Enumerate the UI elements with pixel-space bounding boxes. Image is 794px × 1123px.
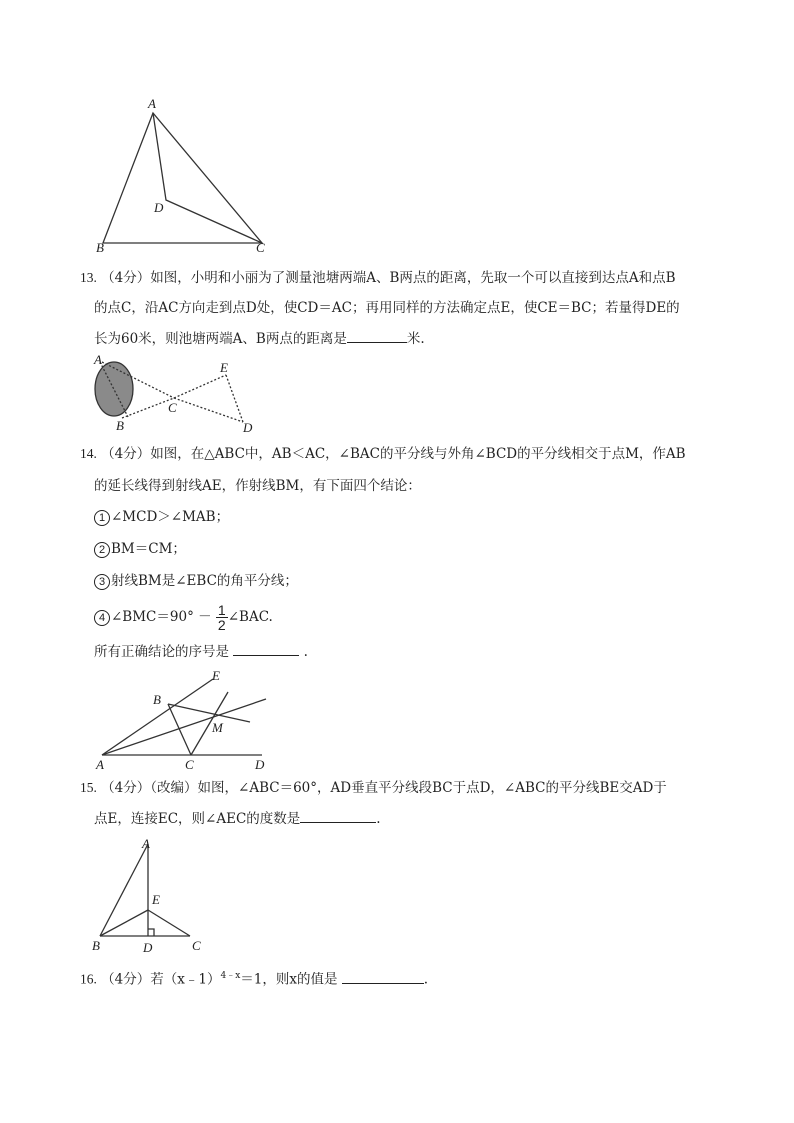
fraction-numerator: 1 [217, 602, 226, 618]
figure-q15 [88, 836, 208, 958]
q13-number: 13. [80, 270, 97, 285]
circled-number-3: 3 [94, 574, 110, 590]
q14-answer-blank[interactable] [233, 642, 299, 656]
q15-number: 15. [80, 780, 97, 795]
label-C: C [256, 240, 265, 255]
q15-line-2 [94, 809, 381, 829]
q14-c1-text: ∠MCD＞∠MAB； [111, 509, 230, 525]
q13-score: （4分） [101, 270, 151, 286]
q14-ask [94, 642, 308, 662]
circled-number-4: 4 [94, 610, 110, 626]
label-D: D [255, 757, 265, 772]
label-B: B [153, 692, 161, 707]
label-A: A [96, 757, 104, 772]
q16-number: 16. [80, 971, 97, 987]
label-C: C [168, 400, 177, 415]
q16-answer-blank[interactable] [342, 970, 424, 984]
figure-q13-drawing [88, 352, 263, 434]
q14-number: 14. [80, 446, 97, 461]
q13-text-3-end: 米. [406, 331, 425, 347]
q14-c4-post: ∠BAC. [227, 609, 273, 625]
q14-ask-end: . [303, 644, 308, 660]
label-A: A [148, 96, 156, 111]
q16-score: （4分） [101, 971, 151, 988]
q13-text-1: 如图，小明和小丽为了测量池塘两端A、B两点的距离，先取一个可以直接到达点A和点B [150, 270, 676, 286]
label-B: B [116, 418, 124, 433]
figure-q13 [88, 352, 263, 434]
q15-text-1: （改编）如图，∠ABC＝60°，AD垂直平分线段BC于点D，∠ABC的平分线BE交AD于 [150, 780, 667, 796]
q13-line-1 [80, 268, 676, 288]
q14-conclusion-3 [94, 571, 298, 591]
label-B: B [92, 938, 100, 953]
q14-score: （4分） [101, 446, 151, 462]
q15-score: （4分） [101, 780, 151, 796]
q16-line [80, 966, 428, 990]
q16-text-mid: ＝1，则x的值是 [240, 971, 338, 988]
label-E: E [220, 360, 228, 375]
q16-text-end: . [423, 971, 429, 988]
label-E: E [212, 668, 220, 683]
q13-answer-blank[interactable] [347, 329, 407, 343]
q14-conclusion-1 [94, 507, 229, 527]
q14-line-2 [94, 476, 421, 496]
fraction-denominator: 2 [217, 617, 226, 633]
label-C: C [185, 757, 194, 772]
label-A: A [142, 836, 150, 851]
q15-text-2: 点E，连接EC，则∠AEC的度数是 [94, 811, 301, 827]
q13-text-2: 的点C，沿AC方向走到点D处，使CD＝AC；再用同样的方法确定点E，使CE＝BC；若量得DE的 [94, 300, 680, 316]
figure-q12 [90, 96, 280, 260]
circled-number-2: 2 [94, 542, 110, 558]
label-D: D [154, 200, 164, 215]
q14-c3-text: 射线BM是∠EBC的角平分线； [111, 573, 298, 589]
q14-conclusion-2 [94, 539, 186, 559]
q14-line-1 [80, 444, 686, 464]
q16-text-pre: 若（x﹣1） [150, 971, 221, 988]
q14-c4-pre: ∠BMC＝90° [111, 609, 194, 625]
figure-q14 [90, 664, 280, 776]
q14-conclusion-4 [94, 602, 273, 632]
q13-line-3 [94, 329, 425, 349]
q15-line-1 [80, 778, 667, 798]
q14-c4-minus: － [198, 609, 212, 625]
label-B: B [96, 240, 104, 255]
label-E: E [152, 892, 160, 907]
q14-text-1: 如图，在△ABC中，AB＜AC，∠BAC的平分线与外角∠BCD的平分线相交于点M，作AB [150, 446, 686, 462]
q15-text-2-end: . [376, 811, 381, 827]
label-D: D [143, 940, 153, 955]
q14-ask-text: 所有正确结论的序号是 [94, 644, 229, 660]
q14-c2-text: BM＝CM； [111, 541, 186, 557]
q15-answer-blank[interactable] [300, 809, 376, 823]
fraction-one-half [216, 603, 228, 632]
label-D: D [243, 420, 253, 435]
label-C: C [192, 938, 201, 953]
q13-text-3: 长为60米，则池塘两端A、B两点的距离是 [94, 331, 347, 347]
circled-number-1: 1 [94, 510, 110, 526]
q13-line-2 [94, 298, 680, 318]
label-M: M [212, 720, 223, 735]
label-A: A [94, 352, 102, 367]
figure-q12-drawing [90, 100, 280, 260]
q16-exponent: 4﹣x [220, 971, 241, 981]
q14-text-2: 的延长线得到射线AE，作射线BM，有下面四个结论： [94, 478, 421, 494]
